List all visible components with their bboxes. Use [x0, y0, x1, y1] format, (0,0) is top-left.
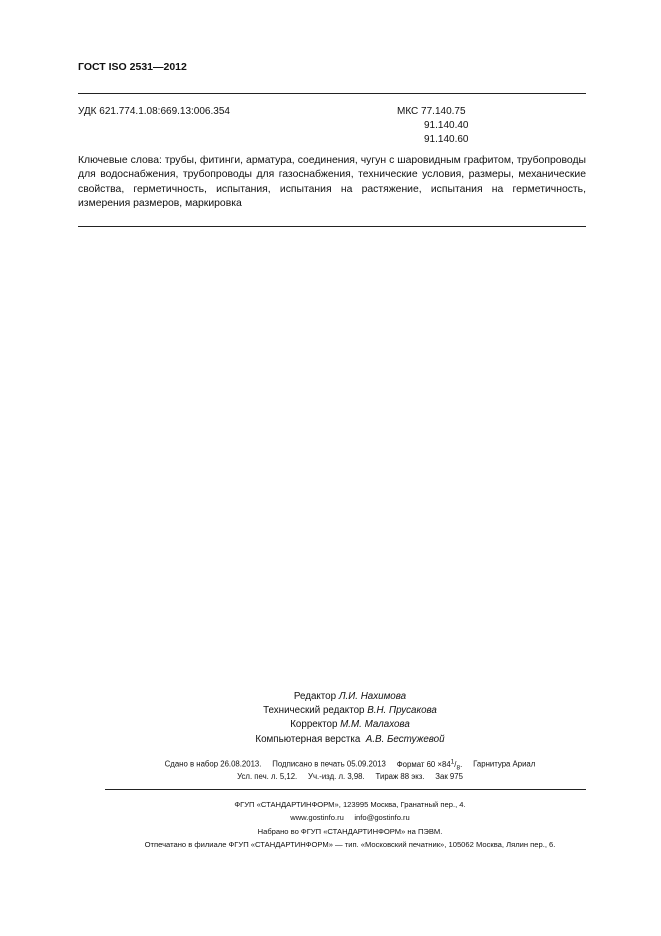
credit-editor	[90, 690, 610, 704]
credit-role: Компьютерная верстка	[255, 733, 361, 745]
keywords: Ключевые слова: трубы, фитинги, арматура, соединения, чугун с шаровидным графитом, трубопроводы для водоснабжения, трубопроводы для газоснабжения, технические условия, размеры, механические свойства, герметичность, испытания, испытания на растяжение, испытания на герметичность, измерения размеров, маркировка	[78, 155, 586, 210]
print-item: Тираж 88 экз.	[375, 772, 425, 781]
divider	[78, 93, 586, 94]
publisher-address: ФГУП «СТАНДАРТИНФОРМ», 123995 Москва, Гранатный пер., 4.	[234, 800, 466, 809]
standard-number: ГОСТ ISO 2531—2012	[78, 61, 187, 73]
format-num: 1	[450, 758, 455, 765]
print-item: Зак 975	[435, 772, 463, 781]
mks-code-2: 91.140.40	[424, 120, 469, 131]
credit-role: Технический редактор	[263, 705, 365, 717]
credit-name: В.Н. Прусакова	[367, 705, 437, 717]
print-item: Сдано в набор 26.08.2013.	[164, 759, 262, 769]
typeset-note: Набрано во ФГУП «СТАНДАРТИНФОРМ» на ПЭВМ.	[257, 826, 443, 836]
mks-label: МКС	[397, 106, 419, 117]
print-format: Формат $60 \times 84^1/_8$.	[396, 758, 463, 772]
publisher-contacts: www.gostinfo.ru info@gostinfo.ru	[290, 813, 410, 823]
printed-note: Отпечатано в филиале ФГУП «СТАНДАРТИНФОРМ» — тип. «Московский печатник», 105062 Москва, Лялин пер., 6.	[144, 839, 556, 849]
credit-corrector	[90, 718, 610, 732]
credit-name: А.В. Бестужевой	[365, 733, 445, 745]
credit-role: Корректор	[290, 719, 338, 731]
mks-code-1	[397, 106, 466, 117]
format-base: Формат 60 ×84	[396, 759, 451, 769]
credit-layout	[90, 733, 610, 747]
print-item: Усл. печ. л. 5,12.	[237, 772, 298, 781]
format-den: 8	[456, 764, 461, 772]
credit-tech-editor	[90, 704, 610, 718]
credit-name: Л.И. Нахимова	[338, 691, 407, 702]
udk-code: УДК 621.774.1.08:669.13:006.354	[78, 106, 230, 117]
print-item: Уч.-изд. л. 3,98.	[308, 772, 365, 781]
mks-value: 77.140.75	[421, 106, 466, 117]
credit-name: М.М. Малахова	[340, 719, 410, 731]
divider	[105, 789, 586, 790]
credit-role: Редактор	[293, 691, 337, 702]
credits	[90, 690, 610, 747]
mks-code-3: 91.140.60	[424, 134, 469, 145]
print-info-line-1	[90, 758, 610, 771]
print-item: Подписано в печать 05.09.2013	[272, 759, 386, 769]
publisher-footer	[90, 798, 610, 851]
divider	[78, 226, 586, 227]
format-dot: .	[460, 759, 463, 769]
print-item: Гарнитура Ариал	[473, 759, 536, 769]
print-info-line-2	[90, 772, 610, 781]
